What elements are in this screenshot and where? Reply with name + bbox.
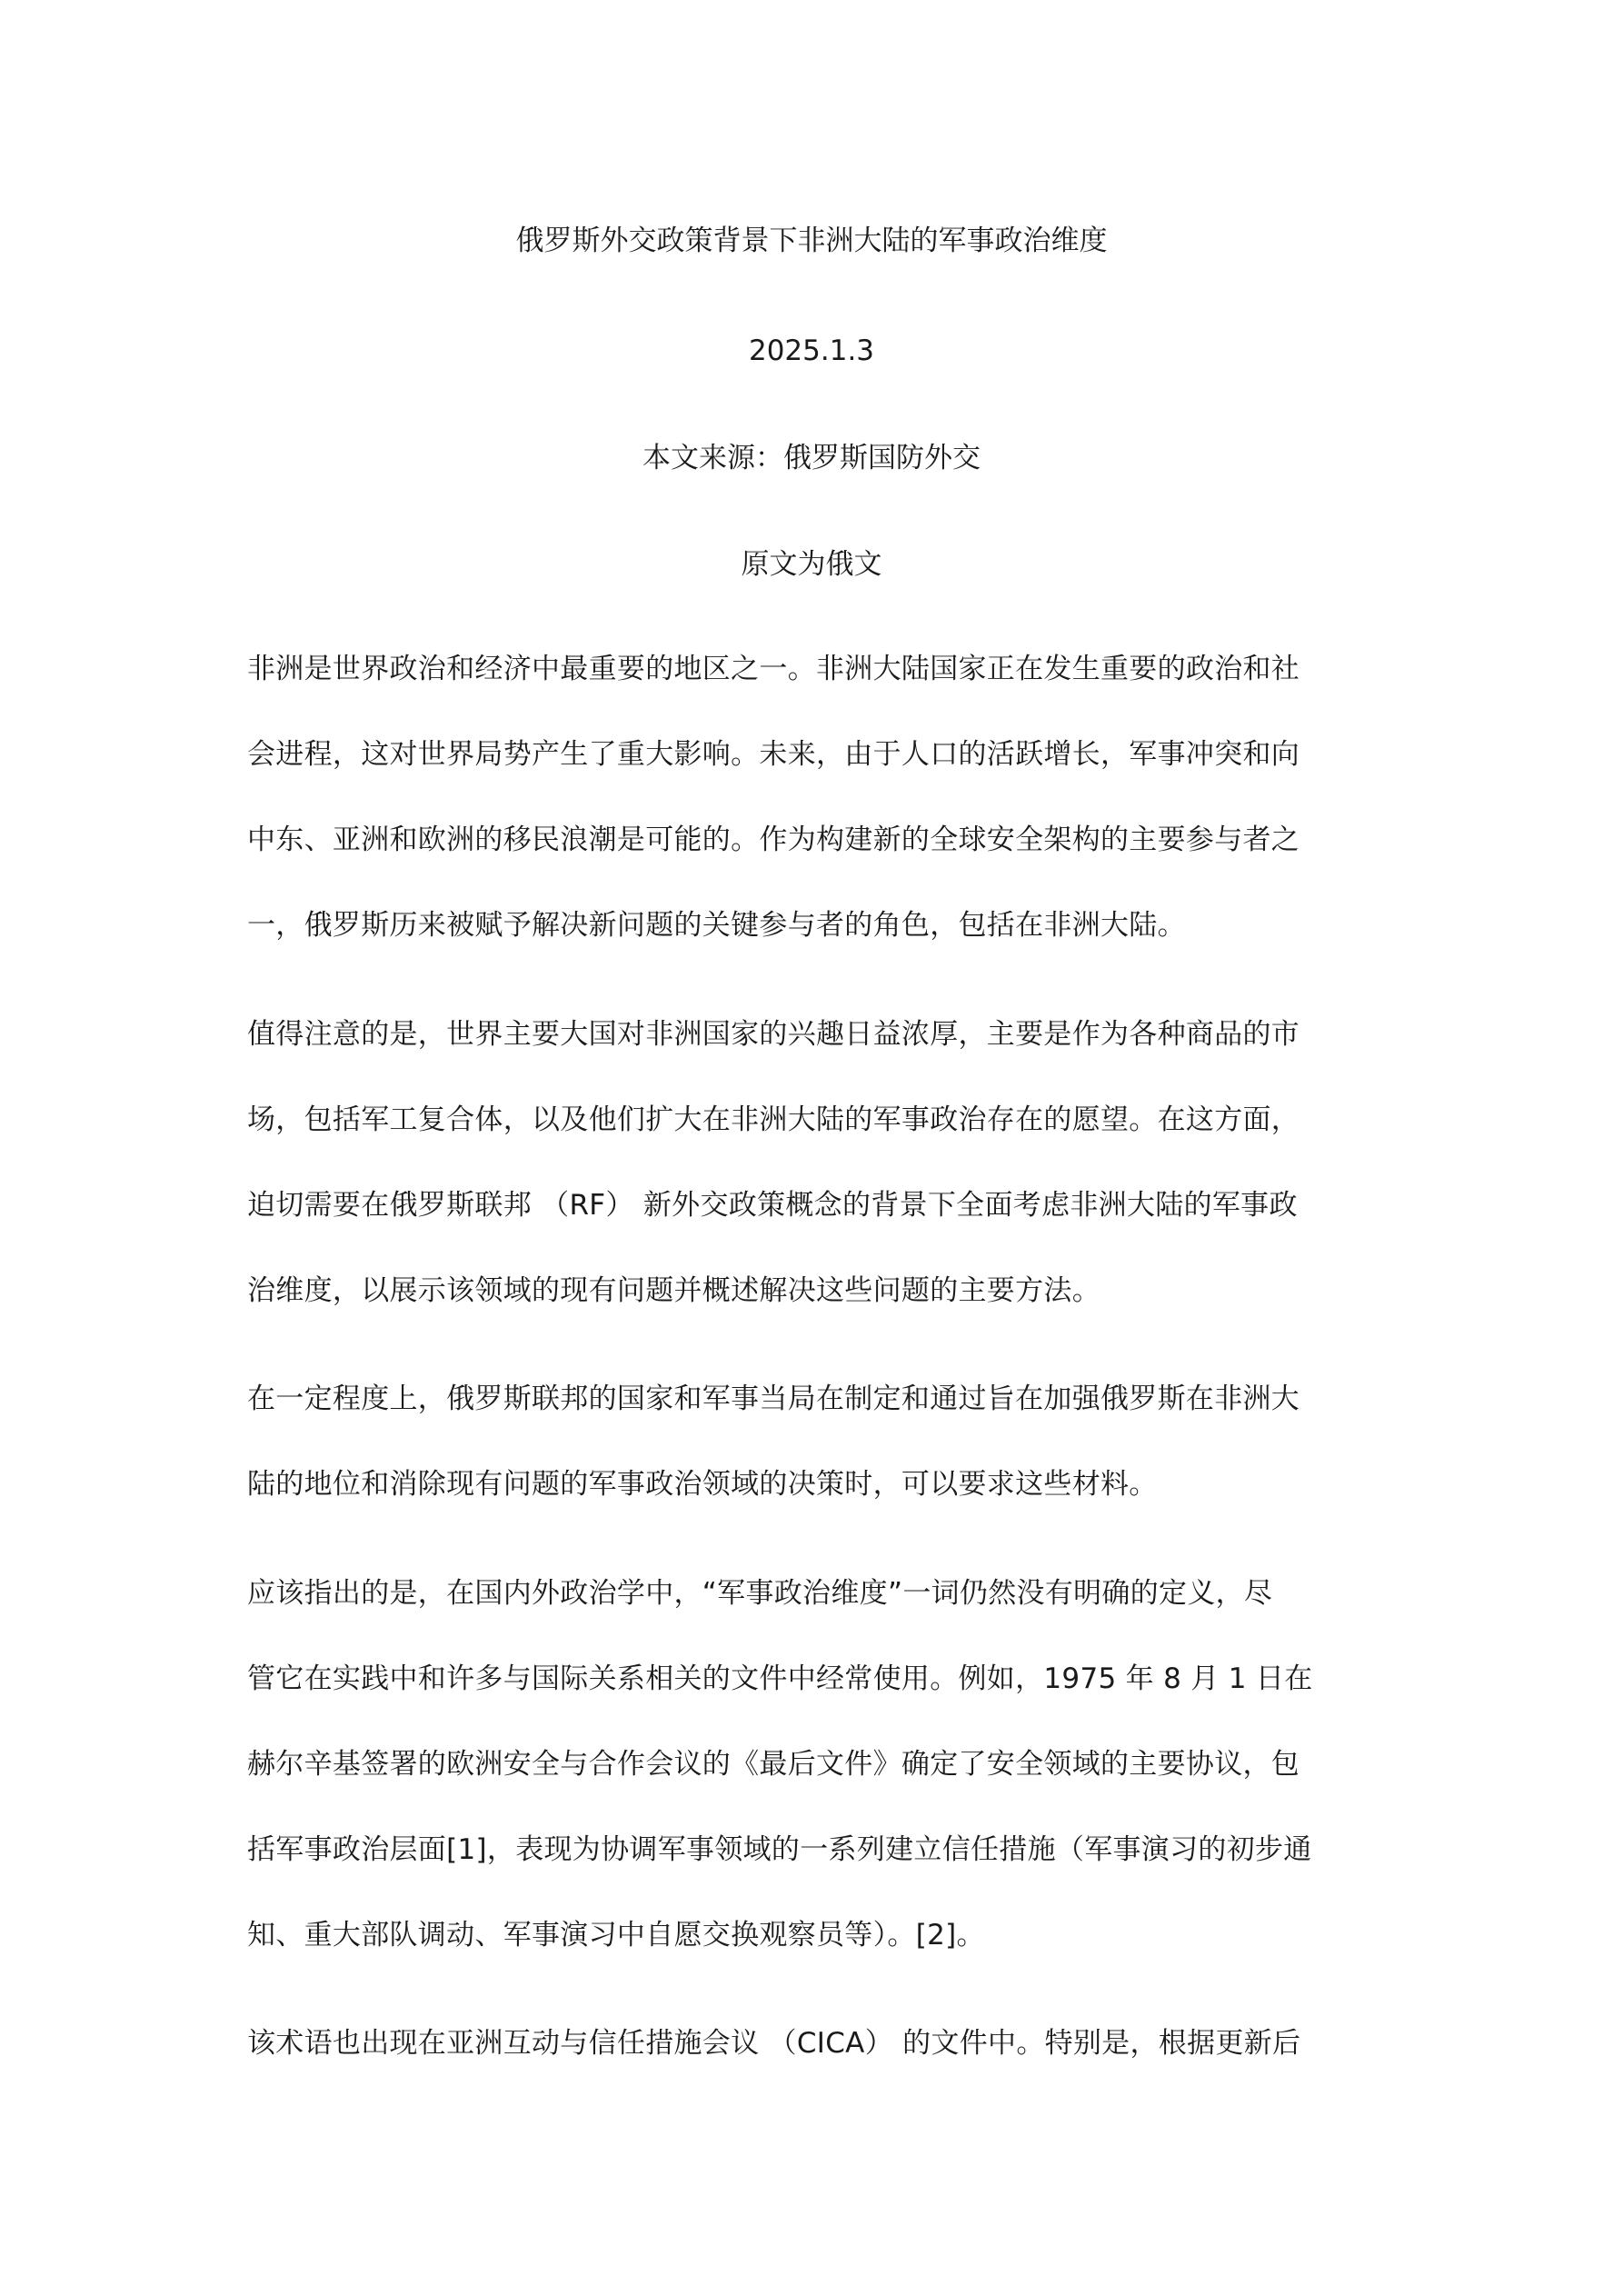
paragraph-4-line-4: 括军事政治层面[1]，表现为协调军事领域的一系列建立信任措施（军事演习的初步通	[247, 1833, 1312, 1866]
paragraph-4-line-3: 赫尔辛基签署的欧洲安全与合作会议的《最后文件》确定了安全领域的主要协议，包	[247, 1748, 1300, 1781]
paragraph-3-line-1: 在一定程度上，俄罗斯联邦的国家和军事当局在制定和通过旨在加强俄罗斯在非洲大	[247, 1383, 1300, 1415]
document-title: 俄罗斯外交政策背景下非洲大陆的军事政治维度	[515, 225, 1108, 257]
document-date: 2025.1.3	[748, 334, 875, 367]
paragraph-2-line-3: 迫切需要在俄罗斯联邦 （RF） 新外交政策概念的背景下全面考虑非洲大陆的军事政	[247, 1189, 1298, 1222]
paragraph-2-line-4: 治维度，以展示该领域的现有问题并概述解决这些问题的主要方法。	[247, 1274, 1100, 1307]
paragraph-1-line-2: 会进程，这对世界局势产生了重大影响。未来，由于人口的活跃增长，军事冲突和向	[247, 738, 1300, 771]
original-language-note: 原文为俄文	[741, 548, 882, 581]
document-source: 本文来源：俄罗斯国防外交	[642, 442, 981, 474]
paragraph-1-line-1: 非洲是世界政治和经济中最重要的地区之一。非洲大陆国家正在发生重要的政治和社	[247, 653, 1300, 685]
paragraph-2-line-1: 值得注意的是，世界主要大国对非洲国家的兴趣日益浓厚，主要是作为各种商品的市	[247, 1018, 1300, 1051]
paragraph-5-line-1: 该术语也出现在亚洲互动与信任措施会议 （CICA） 的文件中。特别是，根据更新后	[247, 2027, 1301, 2060]
paragraph-1-line-3: 中东、亚洲和欧洲的移民浪潮是可能的。作为构建新的全球安全架构的主要参与者之	[247, 824, 1300, 856]
paragraph-1-line-4: 一，俄罗斯历来被赋予解决新问题的关键参与者的角色，包括在非洲大陆。	[247, 909, 1186, 942]
paragraph-4-line-1: 应该指出的是，在国内外政治学中，“军事政治维度”一词仍然没有明确的定义，尽	[247, 1577, 1273, 1610]
paragraph-4-line-5: 知、重大部队调动、军事演习中自愿交换观察员等）。[2]。	[247, 1919, 985, 1952]
paragraph-4-line-2: 管它在实践中和许多与国际关系相关的文件中经常使用。例如，1975 年 8 月 1 日在	[247, 1662, 1313, 1695]
paragraph-3-line-2: 陆的地位和消除现有问题的军事政治领域的决策时，可以要求这些材料。	[247, 1468, 1158, 1501]
paragraph-2-line-2: 场，包括军工复合体，以及他们扩大在非洲大陆的军事政治存在的愿望。在这方面，	[247, 1103, 1300, 1136]
